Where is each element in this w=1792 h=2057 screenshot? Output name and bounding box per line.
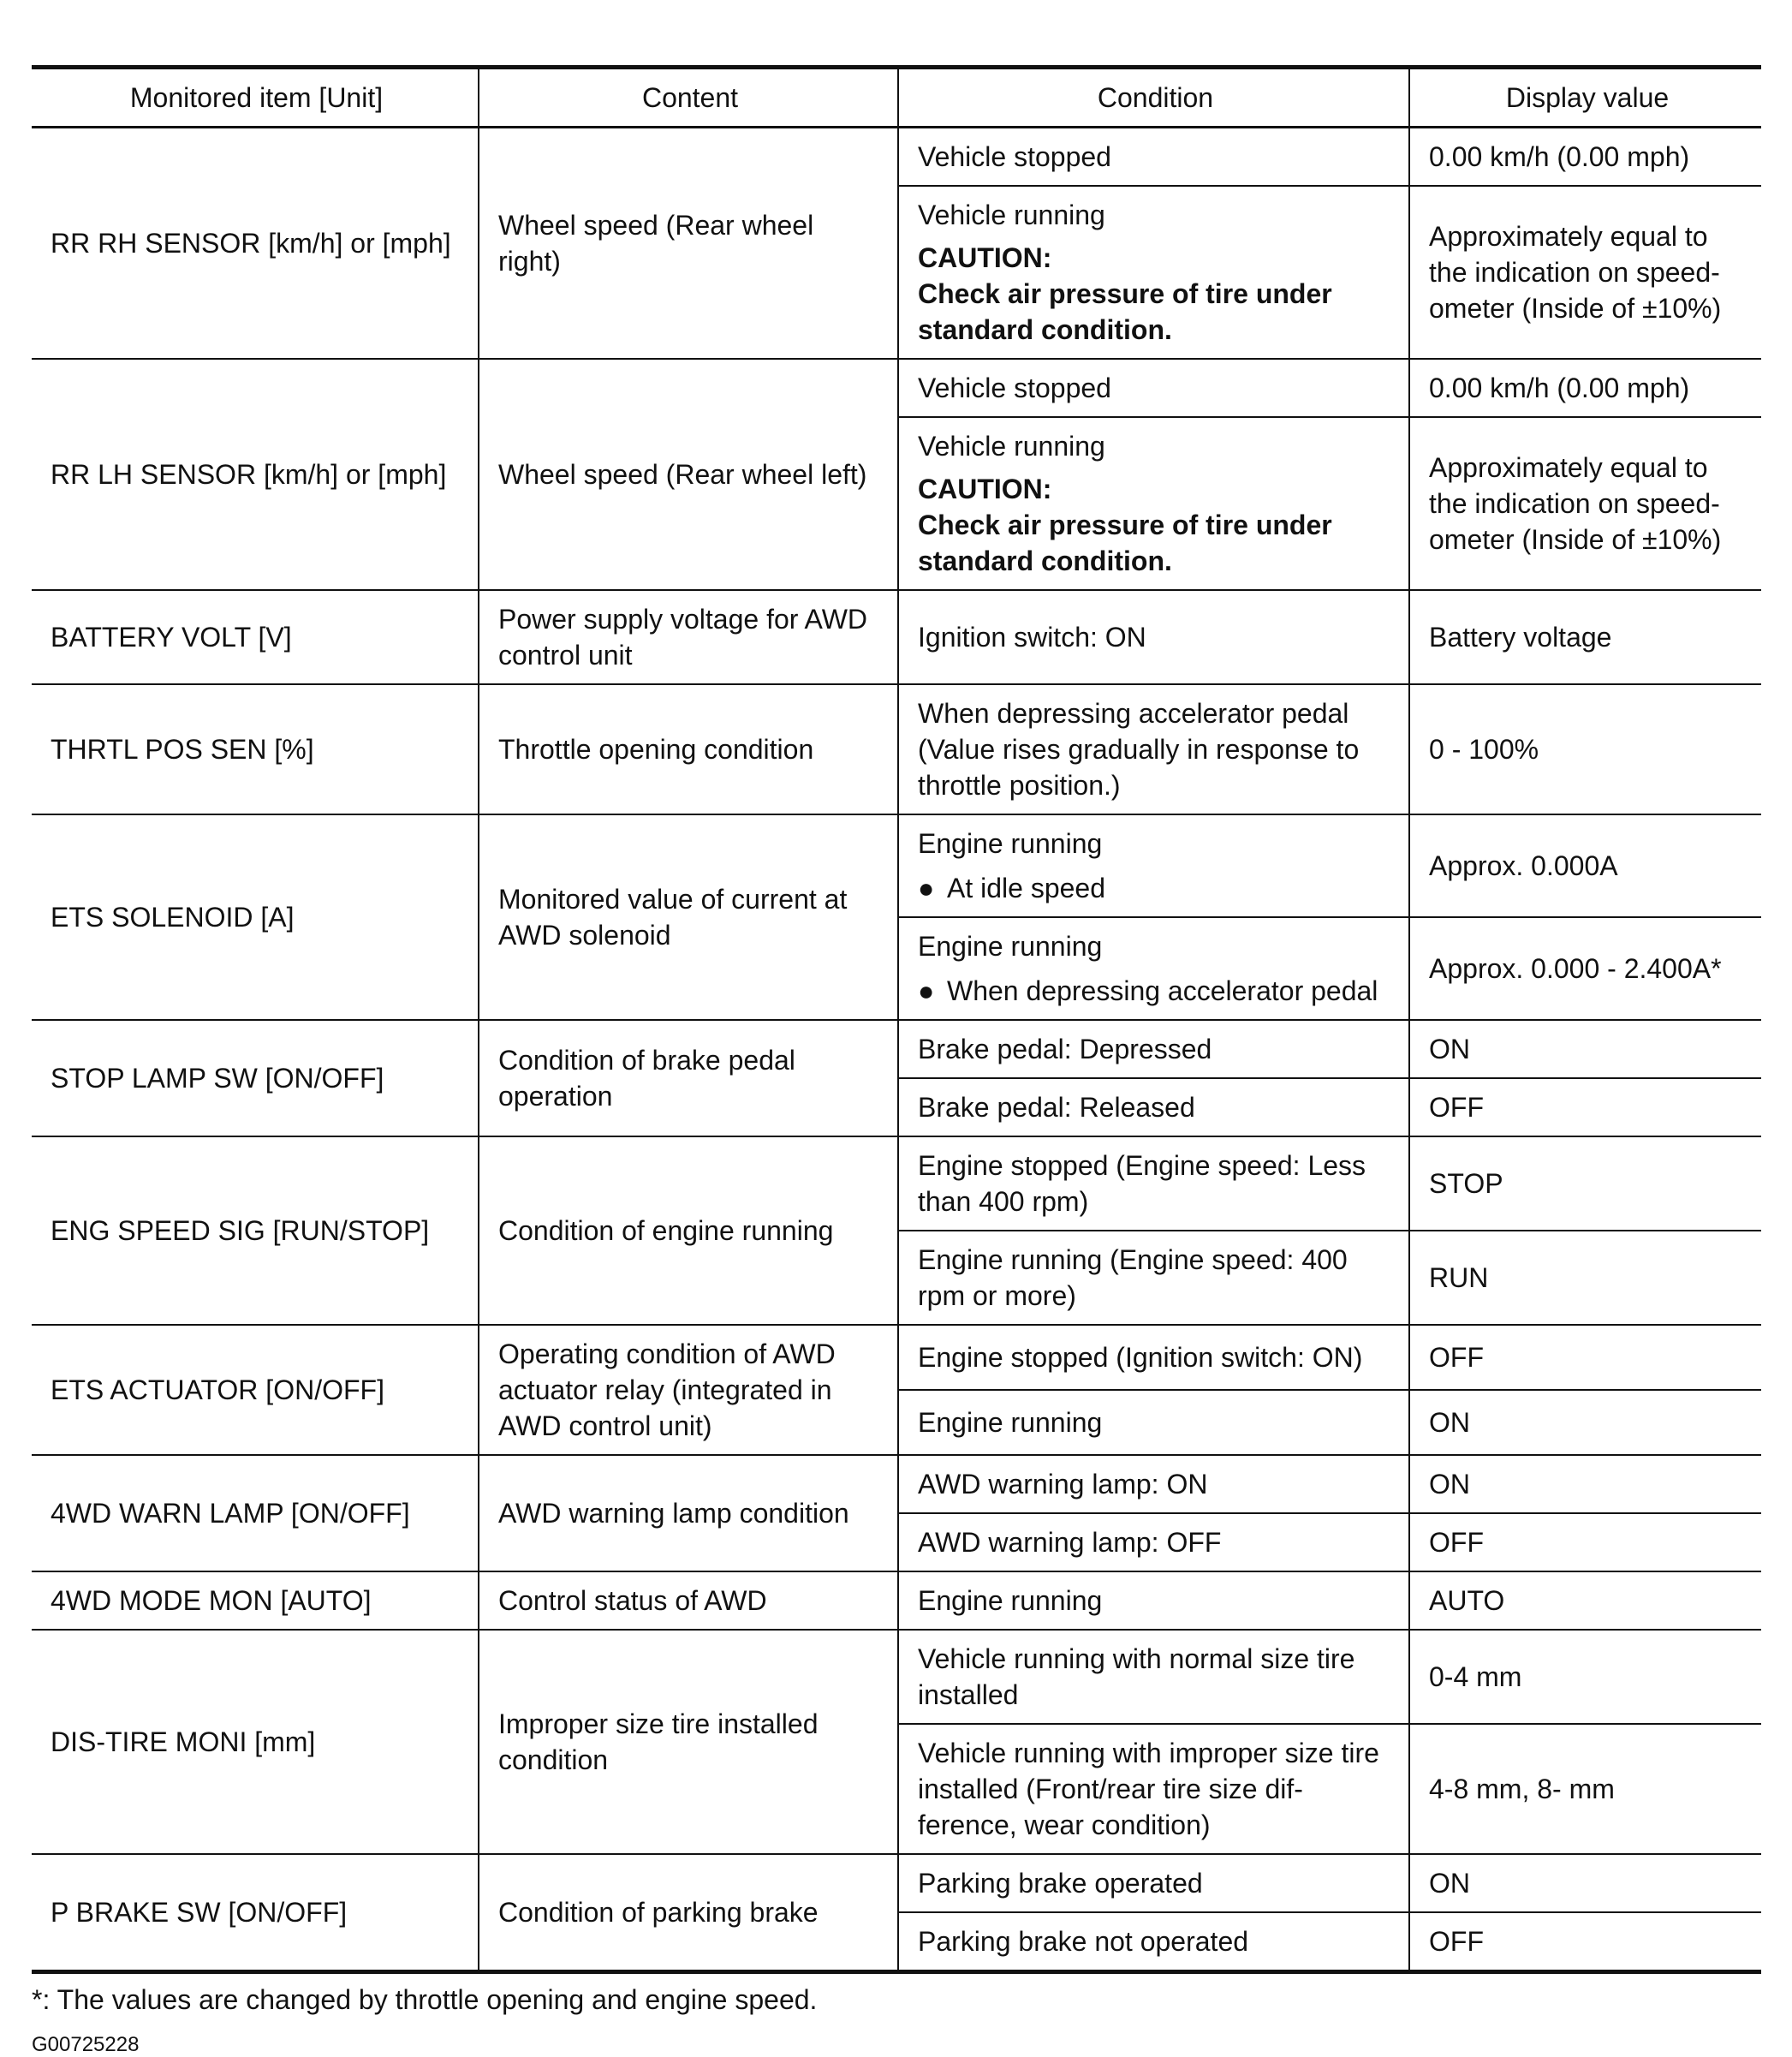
condition-cell: Ignition switch: ON xyxy=(898,590,1409,684)
condition-cell: Parking brake operated xyxy=(898,1854,1409,1912)
content-battery-volt: Power supply voltage for AWD control unit xyxy=(479,590,898,684)
item-dis-tire-moni: DIS-TIRE MONI [mm] xyxy=(32,1630,479,1854)
value-cell: 0 - 100% xyxy=(1409,684,1761,814)
table-row xyxy=(32,1630,1761,1724)
table-row xyxy=(32,1325,1761,1390)
condition-cell: Engine running xyxy=(898,1390,1409,1455)
bullet-item xyxy=(918,870,1393,906)
table-row xyxy=(32,684,1761,814)
value-cell: 0.00 km/h (0.00 mph) xyxy=(1409,359,1761,417)
condition-cell: Parking brake not operated xyxy=(898,1912,1409,1972)
condition-cell xyxy=(898,417,1409,590)
condition-text: Vehicle running xyxy=(918,431,1105,462)
caution-text: Check air pressure of tire under standard condition. xyxy=(918,510,1332,576)
value-cell: Approx. 0.000A xyxy=(1409,814,1761,917)
condition-cell: Engine running xyxy=(898,1571,1409,1630)
header-content: Content xyxy=(479,68,898,128)
value-cell: 0-4 mm xyxy=(1409,1630,1761,1724)
bullet-text: When depressing accelerator pedal xyxy=(947,975,1378,1006)
bullet-item xyxy=(918,973,1393,1009)
table-row xyxy=(32,128,1761,187)
item-rr-rh-sensor: RR RH SENSOR [km/h] or [mph] xyxy=(32,128,479,360)
condition-cell: When depressing accelerator pedal (Value rises gradually in response to throttle position.) xyxy=(898,684,1409,814)
condition-cell: Engine stopped (Engine speed: Less than 400 rpm) xyxy=(898,1136,1409,1231)
value-cell: STOP xyxy=(1409,1136,1761,1231)
table-row xyxy=(32,1136,1761,1231)
content-p-brake-sw: Condition of parking brake xyxy=(479,1854,898,1972)
value-cell: Approximately equal to the indication on speed-ometer (Inside of ±10%) xyxy=(1409,186,1761,359)
value-cell: ON xyxy=(1409,1854,1761,1912)
content-rr-rh-sensor: Wheel speed (Rear wheel right) xyxy=(479,128,898,360)
value-cell: ON xyxy=(1409,1020,1761,1078)
table-row xyxy=(32,814,1761,917)
condition-cell: Brake pedal: Depressed xyxy=(898,1020,1409,1078)
table-row xyxy=(32,1571,1761,1630)
condition-cell: Vehicle stopped xyxy=(898,359,1409,417)
table-row xyxy=(32,359,1761,417)
table-row xyxy=(32,1854,1761,1912)
item-stop-lamp-sw: STOP LAMP SW [ON/OFF] xyxy=(32,1020,479,1136)
caution-text: Check air pressure of tire under standard condition. xyxy=(918,278,1332,345)
condition-cell: AWD warning lamp: OFF xyxy=(898,1513,1409,1571)
value-cell: AUTO xyxy=(1409,1571,1761,1630)
caution-label: CAUTION: xyxy=(918,242,1052,273)
bullet-icon: ● xyxy=(918,975,935,1006)
value-cell: RUN xyxy=(1409,1231,1761,1325)
caution-label: CAUTION: xyxy=(918,474,1052,504)
condition-text: Vehicle running xyxy=(918,200,1105,230)
content-stop-lamp-sw: Condition of brake pedal operation xyxy=(479,1020,898,1136)
value-cell: OFF xyxy=(1409,1078,1761,1136)
item-ets-actuator: ETS ACTUATOR [ON/OFF] xyxy=(32,1325,479,1455)
content-ets-solenoid: Monitored value of current at AWD solenoid xyxy=(479,814,898,1020)
document xyxy=(32,65,1761,2057)
header-row xyxy=(32,68,1761,128)
item-thrtl-pos-sen: THRTL POS SEN [%] xyxy=(32,684,479,814)
value-cell: ON xyxy=(1409,1390,1761,1455)
item-4wd-warn-lamp: 4WD WARN LAMP [ON/OFF] xyxy=(32,1455,479,1571)
content-eng-speed-sig: Condition of engine running xyxy=(479,1136,898,1325)
footnote: *: The values are changed by throttle opening and engine speed. xyxy=(32,1984,818,2015)
bullet-text: At idle speed xyxy=(947,873,1106,903)
condition-cell: Engine running (Engine speed: 400 rpm or more) xyxy=(898,1231,1409,1325)
item-battery-volt: BATTERY VOLT [V] xyxy=(32,590,479,684)
item-p-brake-sw: P BRAKE SW [ON/OFF] xyxy=(32,1854,479,1972)
value-cell: OFF xyxy=(1409,1513,1761,1571)
condition-text: Engine running xyxy=(918,931,1103,962)
condition-cell: Vehicle running with improper size tire installed (Front/rear tire size dif-ference, wear condition) xyxy=(898,1724,1409,1854)
header-display-value: Display value xyxy=(1409,68,1761,128)
condition-text: Engine running xyxy=(918,828,1103,859)
condition-cell: Vehicle stopped xyxy=(898,128,1409,187)
content-4wd-mode-mon: Control status of AWD xyxy=(479,1571,898,1630)
value-cell: OFF xyxy=(1409,1325,1761,1390)
item-eng-speed-sig: ENG SPEED SIG [RUN/STOP] xyxy=(32,1136,479,1325)
item-rr-lh-sensor: RR LH SENSOR [km/h] or [mph] xyxy=(32,359,479,590)
table-row xyxy=(32,590,1761,684)
content-ets-actuator: Operating condition of AWD actuator relay (integrated in AWD control unit) xyxy=(479,1325,898,1455)
condition-cell: Brake pedal: Released xyxy=(898,1078,1409,1136)
content-4wd-warn-lamp: AWD warning lamp condition xyxy=(479,1455,898,1571)
value-cell: ON xyxy=(1409,1455,1761,1513)
monitor-table xyxy=(32,65,1761,1974)
content-rr-lh-sensor: Wheel speed (Rear wheel left) xyxy=(479,359,898,590)
condition-cell xyxy=(898,814,1409,917)
content-dis-tire-moni: Improper size tire installed condition xyxy=(479,1630,898,1854)
header-condition: Condition xyxy=(898,68,1409,128)
value-cell: 4-8 mm, 8- mm xyxy=(1409,1724,1761,1854)
condition-cell xyxy=(898,917,1409,1020)
content-thrtl-pos-sen: Throttle opening condition xyxy=(479,684,898,814)
condition-cell: Engine stopped (Ignition switch: ON) xyxy=(898,1325,1409,1390)
table-row xyxy=(32,1455,1761,1513)
item-4wd-mode-mon: 4WD MODE MON [AUTO] xyxy=(32,1571,479,1630)
table-row xyxy=(32,1020,1761,1078)
value-cell: 0.00 km/h (0.00 mph) xyxy=(1409,128,1761,187)
header-monitored-item: Monitored item [Unit] xyxy=(32,68,479,128)
item-ets-solenoid: ETS SOLENOID [A] xyxy=(32,814,479,1020)
condition-cell: Vehicle running with normal size tire installed xyxy=(898,1630,1409,1724)
condition-cell: AWD warning lamp: ON xyxy=(898,1455,1409,1513)
figure-id: G00725228 xyxy=(32,2033,140,2056)
condition-cell xyxy=(898,186,1409,359)
value-cell: Battery voltage xyxy=(1409,590,1761,684)
bullet-icon: ● xyxy=(918,873,935,903)
value-cell: OFF xyxy=(1409,1912,1761,1972)
value-cell: Approx. 0.000 - 2.400A* xyxy=(1409,917,1761,1020)
value-cell: Approximately equal to the indication on speed-ometer (Inside of ±10%) xyxy=(1409,417,1761,590)
